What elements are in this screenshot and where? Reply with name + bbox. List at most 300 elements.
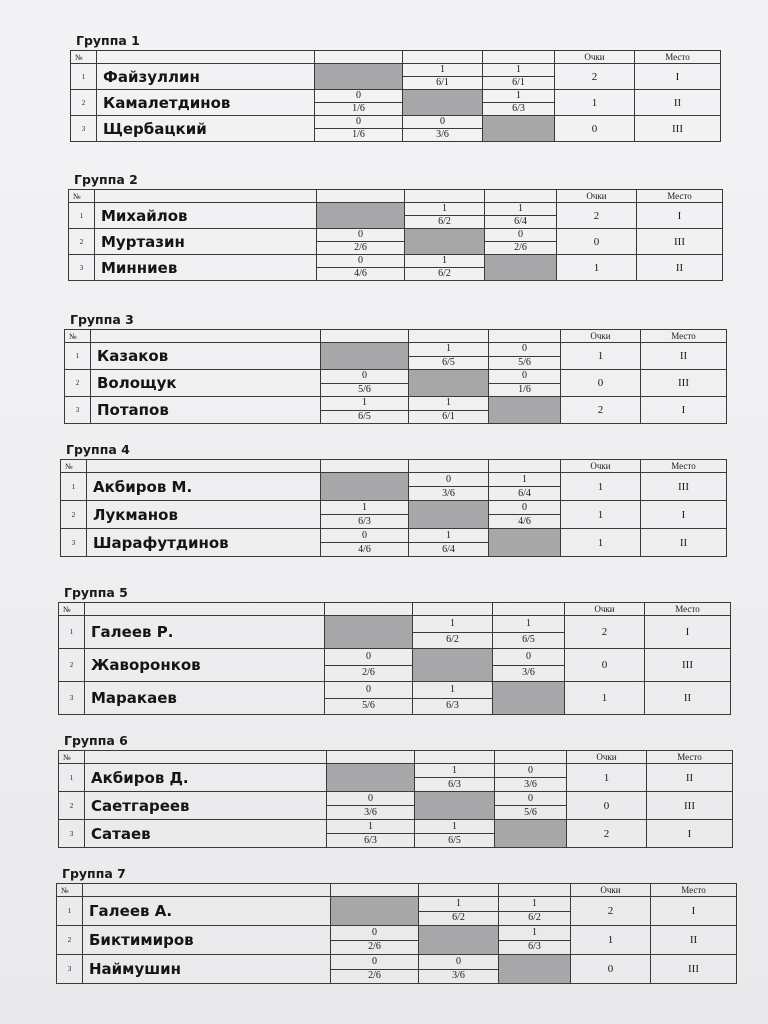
player-row bbox=[57, 955, 737, 984]
opponent-header bbox=[483, 51, 555, 64]
header-row bbox=[59, 603, 731, 616]
match-cell bbox=[489, 343, 561, 370]
group-4 bbox=[60, 442, 726, 557]
player-row bbox=[65, 370, 727, 397]
match-cell bbox=[315, 116, 403, 142]
player-name: Лукманов bbox=[87, 501, 321, 529]
player-points: 0 bbox=[557, 229, 637, 255]
player-points: 1 bbox=[567, 764, 647, 792]
match-win-value: 0 bbox=[528, 764, 533, 776]
match-score: 5/6 bbox=[321, 383, 408, 397]
match-result bbox=[321, 397, 408, 423]
player-number: 2 bbox=[59, 792, 85, 820]
player-number: 2 bbox=[69, 229, 95, 255]
match-score: 6/1 bbox=[403, 76, 482, 89]
match-score: 6/5 bbox=[415, 833, 494, 847]
player-row bbox=[59, 616, 731, 649]
name-header bbox=[87, 460, 321, 473]
match-result bbox=[409, 343, 488, 369]
match-win-value: 1 bbox=[442, 255, 447, 266]
player-place: I bbox=[641, 501, 727, 529]
match-win-value: 1 bbox=[456, 897, 461, 909]
player-place: III bbox=[645, 649, 731, 682]
match-score: 1/6 bbox=[489, 383, 560, 397]
match-score: 4/6 bbox=[489, 514, 560, 528]
match-result bbox=[483, 64, 554, 89]
match-result bbox=[405, 255, 484, 280]
match-result bbox=[419, 955, 498, 983]
match-score: 6/1 bbox=[409, 410, 488, 424]
player-row bbox=[59, 649, 731, 682]
match-score: 2/6 bbox=[317, 241, 404, 254]
match-result bbox=[413, 616, 492, 648]
match-result bbox=[325, 682, 412, 714]
match-score: 6/3 bbox=[499, 940, 570, 955]
match-result bbox=[409, 473, 488, 500]
match-win-value: 1 bbox=[442, 203, 447, 214]
match-result bbox=[321, 370, 408, 396]
match-win-value: 0 bbox=[358, 229, 363, 240]
match-cell bbox=[331, 955, 419, 984]
match-result bbox=[495, 792, 566, 819]
group-table bbox=[68, 189, 723, 281]
opponent-header bbox=[409, 330, 489, 343]
match-win-value: 0 bbox=[356, 90, 361, 101]
match-result bbox=[499, 897, 570, 925]
diagonal-cell bbox=[489, 397, 561, 424]
match-cell bbox=[409, 397, 489, 424]
match-cell bbox=[499, 897, 571, 926]
match-score: 5/6 bbox=[325, 698, 412, 715]
player-number: 1 bbox=[61, 473, 87, 501]
match-win-value: 1 bbox=[516, 90, 521, 101]
match-cell bbox=[325, 682, 413, 715]
match-result bbox=[403, 116, 482, 141]
match-win-value: 0 bbox=[366, 650, 371, 662]
group-6 bbox=[58, 733, 732, 848]
match-score: 2/6 bbox=[331, 940, 418, 955]
diagonal-cell bbox=[409, 370, 489, 397]
match-score: 6/3 bbox=[483, 102, 554, 115]
player-name: Маракаев bbox=[85, 682, 325, 715]
points-header: Очки bbox=[561, 460, 641, 473]
opponent-header bbox=[321, 330, 409, 343]
match-win-value: 1 bbox=[532, 926, 537, 938]
name-header bbox=[97, 51, 315, 64]
group-table bbox=[60, 459, 727, 557]
opponent-header bbox=[325, 603, 413, 616]
number-header: № bbox=[65, 330, 91, 343]
match-result bbox=[413, 682, 492, 714]
match-result bbox=[419, 897, 498, 925]
match-score: 6/2 bbox=[499, 911, 570, 926]
group-title: Группа 2 bbox=[74, 172, 138, 187]
name-header bbox=[85, 751, 327, 764]
group-table bbox=[64, 329, 727, 424]
player-number: 1 bbox=[71, 64, 97, 90]
player-row bbox=[61, 501, 727, 529]
match-score: 6/4 bbox=[409, 542, 488, 556]
match-cell bbox=[403, 116, 483, 142]
group-table bbox=[56, 883, 737, 984]
number-header: № bbox=[59, 603, 85, 616]
player-name: Минниев bbox=[95, 255, 317, 281]
points-header: Очки bbox=[557, 190, 637, 203]
player-number: 3 bbox=[69, 255, 95, 281]
player-number: 3 bbox=[61, 529, 87, 557]
player-place: II bbox=[637, 255, 723, 281]
match-result bbox=[495, 764, 566, 791]
player-row bbox=[71, 116, 721, 142]
diagonal-cell bbox=[403, 90, 483, 116]
match-cell bbox=[485, 229, 557, 255]
match-result bbox=[489, 473, 560, 500]
diagonal-cell bbox=[327, 764, 415, 792]
diagonal-cell bbox=[419, 926, 499, 955]
match-result bbox=[331, 955, 418, 983]
match-cell bbox=[405, 255, 485, 281]
player-name: Потапов bbox=[91, 397, 321, 424]
group-table bbox=[58, 602, 731, 715]
place-header: Место bbox=[641, 330, 727, 343]
points-header: Очки bbox=[567, 751, 647, 764]
match-cell bbox=[495, 764, 567, 792]
player-place: II bbox=[641, 529, 727, 557]
player-row bbox=[69, 229, 723, 255]
group-title: Группа 5 bbox=[64, 585, 128, 600]
match-win-value: 0 bbox=[362, 370, 367, 382]
match-win-value: 1 bbox=[518, 203, 523, 214]
points-header: Очки bbox=[561, 330, 641, 343]
points-header: Очки bbox=[555, 51, 635, 64]
group-table bbox=[70, 50, 721, 142]
place-header: Место bbox=[641, 460, 727, 473]
match-cell bbox=[489, 501, 561, 529]
player-name: Акбиров М. bbox=[87, 473, 321, 501]
group-table bbox=[58, 750, 733, 848]
match-result bbox=[325, 649, 412, 681]
match-win-value: 0 bbox=[372, 926, 377, 938]
opponent-header bbox=[315, 51, 403, 64]
player-place: II bbox=[645, 682, 731, 715]
points-header: Очки bbox=[571, 884, 651, 897]
match-cell bbox=[327, 820, 415, 848]
place-header: Место bbox=[645, 603, 731, 616]
place-header: Место bbox=[635, 51, 721, 64]
player-place: II bbox=[641, 343, 727, 370]
player-points: 2 bbox=[571, 897, 651, 926]
name-header bbox=[95, 190, 317, 203]
diagonal-cell bbox=[413, 649, 493, 682]
player-name: Волощук bbox=[91, 370, 321, 397]
player-row bbox=[59, 764, 733, 792]
player-name: Шарафутдинов bbox=[87, 529, 321, 557]
player-place: III bbox=[635, 116, 721, 142]
match-cell bbox=[327, 792, 415, 820]
player-place: I bbox=[651, 897, 737, 926]
player-name: Галеев Р. bbox=[85, 616, 325, 649]
player-row bbox=[61, 529, 727, 557]
player-number: 1 bbox=[57, 897, 83, 926]
header-row bbox=[57, 884, 737, 897]
match-cell bbox=[499, 926, 571, 955]
match-win-value: 1 bbox=[446, 397, 451, 409]
diagonal-cell bbox=[317, 203, 405, 229]
player-row bbox=[65, 397, 727, 424]
match-result bbox=[493, 649, 564, 681]
player-row bbox=[57, 897, 737, 926]
player-place: II bbox=[651, 926, 737, 955]
player-place: I bbox=[637, 203, 723, 229]
player-number: 3 bbox=[59, 820, 85, 848]
player-name: Файзуллин bbox=[97, 64, 315, 90]
group-1 bbox=[70, 33, 720, 142]
player-points: 1 bbox=[561, 343, 641, 370]
match-result bbox=[327, 820, 414, 847]
player-name: Саетгареев bbox=[85, 792, 327, 820]
match-cell bbox=[321, 529, 409, 557]
match-cell bbox=[325, 649, 413, 682]
player-name: Биктимиров bbox=[83, 926, 331, 955]
place-header: Место bbox=[637, 190, 723, 203]
diagonal-cell bbox=[405, 229, 485, 255]
match-result bbox=[331, 926, 418, 954]
player-number: 2 bbox=[71, 90, 97, 116]
match-score: 6/2 bbox=[419, 911, 498, 926]
place-header: Место bbox=[647, 751, 733, 764]
match-result bbox=[315, 116, 402, 141]
header-row bbox=[61, 460, 727, 473]
match-score: 1/6 bbox=[315, 128, 402, 141]
match-win-value: 0 bbox=[368, 792, 373, 804]
match-cell bbox=[489, 370, 561, 397]
opponent-header bbox=[499, 884, 571, 897]
match-result bbox=[315, 90, 402, 115]
match-score: 6/2 bbox=[405, 215, 484, 228]
match-win-value: 1 bbox=[532, 897, 537, 909]
match-win-value: 1 bbox=[526, 617, 531, 629]
player-points: 2 bbox=[565, 616, 645, 649]
match-win-value: 0 bbox=[522, 501, 527, 513]
place-header: Место bbox=[651, 884, 737, 897]
player-place: I bbox=[641, 397, 727, 424]
player-points: 1 bbox=[555, 90, 635, 116]
match-win-value: 0 bbox=[528, 792, 533, 804]
points-header: Очки bbox=[565, 603, 645, 616]
number-header: № bbox=[69, 190, 95, 203]
match-cell bbox=[321, 397, 409, 424]
group-title: Группа 1 bbox=[76, 33, 140, 48]
match-cell bbox=[317, 229, 405, 255]
player-number: 1 bbox=[59, 616, 85, 649]
match-win-value: 1 bbox=[516, 64, 521, 75]
match-result bbox=[485, 203, 556, 228]
match-win-value: 0 bbox=[518, 229, 523, 240]
group-3 bbox=[64, 312, 726, 424]
opponent-header bbox=[321, 460, 409, 473]
diagonal-cell bbox=[315, 64, 403, 90]
match-score: 3/6 bbox=[493, 665, 564, 682]
player-name: Наймушин bbox=[83, 955, 331, 984]
name-header bbox=[85, 603, 325, 616]
number-header: № bbox=[61, 460, 87, 473]
match-score: 3/6 bbox=[419, 969, 498, 984]
player-row bbox=[57, 926, 737, 955]
player-points: 0 bbox=[565, 649, 645, 682]
player-points: 2 bbox=[557, 203, 637, 229]
player-number: 3 bbox=[71, 116, 97, 142]
match-win-value: 1 bbox=[452, 764, 457, 776]
group-title: Группа 6 bbox=[64, 733, 128, 748]
match-win-value: 1 bbox=[446, 529, 451, 541]
match-score: 3/6 bbox=[327, 805, 414, 819]
match-cell bbox=[415, 764, 495, 792]
match-win-value: 1 bbox=[452, 820, 457, 832]
opponent-header bbox=[495, 751, 567, 764]
player-place: III bbox=[651, 955, 737, 984]
match-score: 6/3 bbox=[415, 777, 494, 791]
group-title: Группа 7 bbox=[62, 866, 126, 881]
match-win-value: 1 bbox=[446, 343, 451, 355]
match-score: 6/3 bbox=[321, 514, 408, 528]
opponent-header bbox=[413, 603, 493, 616]
opponent-header bbox=[331, 884, 419, 897]
match-win-value: 0 bbox=[356, 116, 361, 127]
match-win-value: 0 bbox=[366, 683, 371, 695]
player-number: 2 bbox=[61, 501, 87, 529]
diagonal-cell bbox=[499, 955, 571, 984]
group-2 bbox=[68, 172, 722, 281]
match-cell bbox=[493, 649, 565, 682]
player-name: Казаков bbox=[91, 343, 321, 370]
player-name: Галеев А. bbox=[83, 897, 331, 926]
player-name: Жаворонков bbox=[85, 649, 325, 682]
player-number: 3 bbox=[65, 397, 91, 424]
player-points: 1 bbox=[557, 255, 637, 281]
match-win-value: 0 bbox=[372, 955, 377, 967]
group-title: Группа 4 bbox=[66, 442, 130, 457]
match-score: 6/3 bbox=[413, 698, 492, 715]
player-points: 1 bbox=[561, 473, 641, 501]
player-number: 3 bbox=[57, 955, 83, 984]
match-cell bbox=[315, 90, 403, 116]
match-result bbox=[415, 764, 494, 791]
match-score: 6/5 bbox=[321, 410, 408, 424]
player-place: III bbox=[641, 473, 727, 501]
number-header: № bbox=[71, 51, 97, 64]
player-row bbox=[59, 792, 733, 820]
opponent-header bbox=[405, 190, 485, 203]
player-place: II bbox=[635, 90, 721, 116]
diagonal-cell bbox=[409, 501, 489, 529]
player-name: Камалетдинов bbox=[97, 90, 315, 116]
match-result bbox=[483, 90, 554, 115]
match-cell bbox=[403, 64, 483, 90]
match-result bbox=[409, 529, 488, 556]
group-7 bbox=[56, 866, 736, 984]
player-place: I bbox=[645, 616, 731, 649]
match-win-value: 0 bbox=[440, 116, 445, 127]
match-cell bbox=[485, 203, 557, 229]
diagonal-cell bbox=[483, 116, 555, 142]
opponent-header bbox=[493, 603, 565, 616]
player-number: 1 bbox=[59, 764, 85, 792]
diagonal-cell bbox=[485, 255, 557, 281]
match-win-value: 0 bbox=[522, 370, 527, 382]
name-header bbox=[91, 330, 321, 343]
match-result bbox=[489, 370, 560, 396]
match-score: 2/6 bbox=[325, 665, 412, 682]
match-cell bbox=[415, 820, 495, 848]
player-place: III bbox=[637, 229, 723, 255]
match-cell bbox=[409, 473, 489, 501]
header-row bbox=[71, 51, 721, 64]
number-header: № bbox=[57, 884, 83, 897]
player-place: III bbox=[641, 370, 727, 397]
player-row bbox=[61, 473, 727, 501]
match-score: 2/6 bbox=[331, 969, 418, 984]
player-row bbox=[71, 90, 721, 116]
player-row bbox=[71, 64, 721, 90]
player-name: Сатаев bbox=[85, 820, 327, 848]
diagonal-cell bbox=[489, 529, 561, 557]
player-points: 1 bbox=[571, 926, 651, 955]
opponent-header bbox=[489, 460, 561, 473]
player-row bbox=[59, 682, 731, 715]
match-cell bbox=[405, 203, 485, 229]
player-name: Муртазин bbox=[95, 229, 317, 255]
group-title: Группа 3 bbox=[70, 312, 134, 327]
match-score: 6/4 bbox=[485, 215, 556, 228]
match-cell bbox=[495, 792, 567, 820]
header-row bbox=[59, 751, 733, 764]
match-cell bbox=[413, 616, 493, 649]
opponent-header bbox=[403, 51, 483, 64]
match-result bbox=[485, 229, 556, 254]
player-points: 2 bbox=[567, 820, 647, 848]
match-cell bbox=[331, 926, 419, 955]
match-cell bbox=[489, 473, 561, 501]
diagonal-cell bbox=[331, 897, 419, 926]
player-number: 1 bbox=[65, 343, 91, 370]
match-cell bbox=[483, 90, 555, 116]
opponent-header bbox=[485, 190, 557, 203]
player-name: Михайлов bbox=[95, 203, 317, 229]
match-result bbox=[321, 529, 408, 556]
player-place: I bbox=[647, 820, 733, 848]
match-result bbox=[317, 255, 404, 280]
match-win-value: 1 bbox=[522, 473, 527, 485]
opponent-header bbox=[317, 190, 405, 203]
player-number: 2 bbox=[57, 926, 83, 955]
player-points: 1 bbox=[561, 529, 641, 557]
player-number: 1 bbox=[69, 203, 95, 229]
player-place: III bbox=[647, 792, 733, 820]
opponent-header bbox=[489, 330, 561, 343]
diagonal-cell bbox=[495, 820, 567, 848]
match-result bbox=[493, 616, 564, 648]
match-result bbox=[405, 203, 484, 228]
match-cell bbox=[419, 955, 499, 984]
player-row bbox=[59, 820, 733, 848]
match-score: 5/6 bbox=[495, 805, 566, 819]
match-win-value: 0 bbox=[456, 955, 461, 967]
match-result bbox=[499, 926, 570, 954]
player-points: 2 bbox=[555, 64, 635, 90]
match-win-value: 0 bbox=[526, 650, 531, 662]
player-row bbox=[65, 343, 727, 370]
opponent-header bbox=[409, 460, 489, 473]
